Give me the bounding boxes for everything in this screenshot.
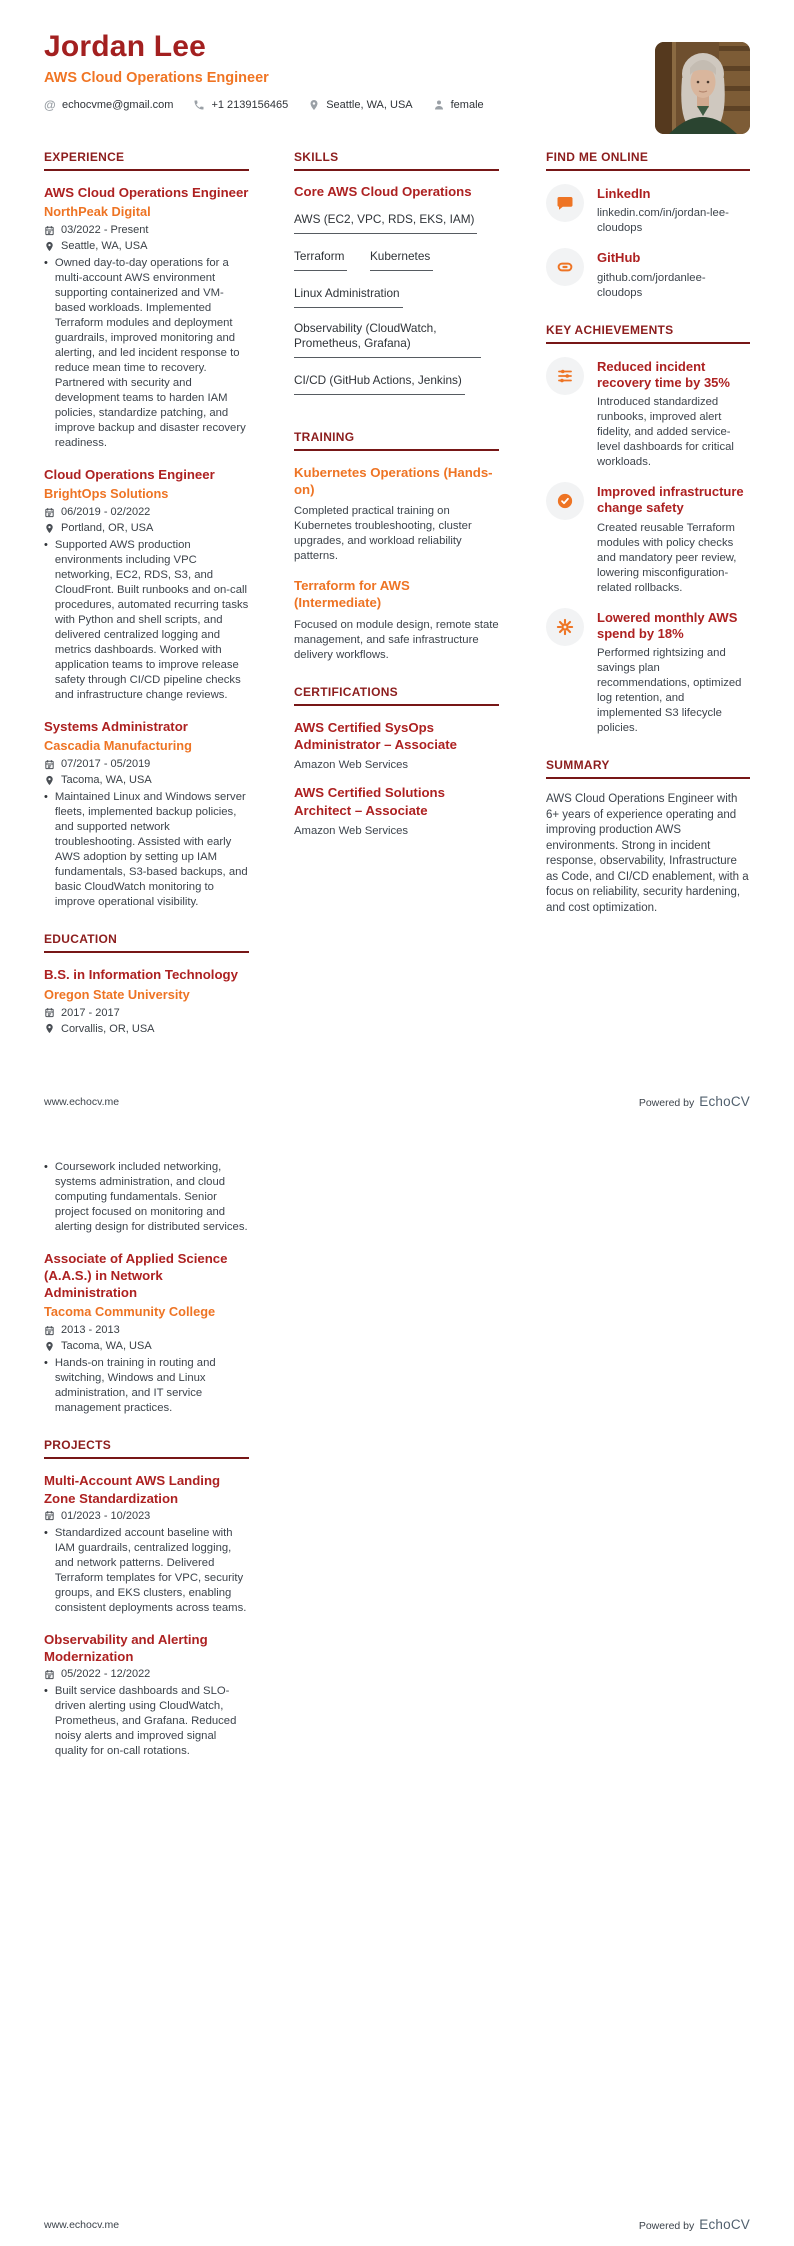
contact-gender xyxy=(433,99,484,111)
resume-page-2 xyxy=(0,1123,794,2246)
bullet-dot: • xyxy=(44,539,48,552)
education-date-value: 2017 - 2017 xyxy=(61,1006,120,1019)
degree-title: Associate of Applied Science (A.A.S.) in Network Administration xyxy=(44,1251,228,1301)
school-name: Oregon State University xyxy=(44,986,190,1002)
contact-phone xyxy=(193,99,288,111)
bullet-dot: • xyxy=(44,1526,48,1539)
certifications-section xyxy=(294,685,499,837)
job-date xyxy=(44,758,249,770)
footer-powered xyxy=(639,1094,750,1109)
training-desc: Completed practical training on Kubernetes troubleshooting, cluster upgrades, and workload reliability patterns. xyxy=(294,505,472,563)
school-name: Tacoma Community College xyxy=(44,1304,216,1320)
gear-icon xyxy=(546,608,584,646)
education-bullet xyxy=(44,1160,249,1235)
social-link-label[interactable]: LinkedIn xyxy=(597,186,651,201)
achievement-body xyxy=(597,608,750,737)
headline-title: AWS Cloud Operations Engineer xyxy=(44,70,269,86)
summary-text: AWS Cloud Operations Engineer with 6+ years of experience operating and improving production AWS environments. Strong in incident response, observability, Infrastructure as Code, and CI/CD enablement, with a focus on reliability, security hardening, and cost optimization. xyxy=(546,793,749,914)
education-location-value: Tacoma, WA, USA xyxy=(61,1340,152,1353)
skills-section xyxy=(294,150,499,408)
achievement-row xyxy=(546,357,750,471)
education-heading: EDUCATION xyxy=(44,932,249,953)
training-desc: Focused on module design, remote state management, and safe infrastructure delivery workflows. xyxy=(294,618,499,661)
right-column xyxy=(546,150,750,938)
bullet-dot: • xyxy=(44,1357,48,1370)
achievement-title: Improved infrastructure change safety xyxy=(597,484,744,516)
job-date-value: 07/2017 - 05/2019 xyxy=(61,758,151,771)
achievement-title: Lowered monthly AWS spend by 18% xyxy=(597,609,738,641)
job-location-value: Seattle, WA, USA xyxy=(61,240,148,253)
footer-site-link[interactable]: www.echocv.me xyxy=(44,2218,120,2231)
project-date xyxy=(44,1510,249,1522)
bullet-dot: • xyxy=(44,791,48,804)
project-title: Multi-Account AWS Landing Zone Standardization xyxy=(44,1473,221,1506)
calendar-icon xyxy=(44,759,55,770)
job-bullet-text: Owned day-to-day operations for a multi-account AWS environment supporting containerized and VM-based workloads. Implemented Terraform modules and deployment guardrails, improved monitoring and alerting, and led incident response to reduce mean time to recovery. Partnered with security and development teams to harden IAM policies, standardize patching, and improve backup and disaster recovery readiness. xyxy=(54,257,246,450)
location-pin-icon xyxy=(44,1341,55,1352)
projects-heading: PROJECTS xyxy=(44,1438,249,1459)
phone-icon xyxy=(193,99,205,111)
job-bullet-text: Supported AWS production environments including VPC networking, EC2, RDS, S3, and CloudFront. Built runbooks and on-call procedures, automated recurring tasks with Python and shell scripts, and delivered centralized logging and metrics dashboards. Worked with application teams to improve release safety through CI/CD pipeline checks and infrastructure change reviews. xyxy=(54,539,249,702)
job-date xyxy=(44,224,249,236)
job-location xyxy=(44,774,249,786)
project-bullet xyxy=(44,1684,249,1759)
education-location xyxy=(44,1340,249,1352)
social-link-url[interactable]: github.com/jordanlee-cloudops xyxy=(597,271,706,299)
key-achievements-heading: KEY ACHIEVEMENTS xyxy=(546,323,750,344)
achievement-row xyxy=(546,608,750,737)
skill-item: Observability (CloudWatch, Prometheus, Grafana) xyxy=(294,321,481,358)
company-name: NorthPeak Digital xyxy=(44,204,151,220)
degree-title: B.S. in Information Technology xyxy=(44,967,238,983)
education-bullet xyxy=(44,1356,249,1416)
project-entry xyxy=(44,1631,249,1759)
sliders-icon xyxy=(546,357,584,395)
job-title: Systems Administrator xyxy=(44,719,188,735)
contact-location xyxy=(308,99,412,111)
training-title: Kubernetes Operations (Hands-on) xyxy=(294,465,493,498)
education-date xyxy=(44,1324,249,1336)
person-icon xyxy=(433,99,445,111)
job-date-value: 03/2022 - Present xyxy=(61,224,149,237)
skill-item: AWS (EC2, VPC, RDS, EKS, IAM) xyxy=(294,212,477,234)
education-bullet-text: Hands-on training in routing and switching, Windows and Linux administration, and IT service management practices. xyxy=(54,1357,216,1415)
job-location xyxy=(44,240,249,252)
project-bullet-text: Standardized account baseline with IAM guardrails, centralized logging, and network patterns. Delivered Terraform templates for VPC, security groups, and EKS clusters, enabling consistent deployments across teams. xyxy=(54,1526,247,1614)
experience-entry xyxy=(44,466,249,703)
job-bullet xyxy=(44,256,249,451)
certification-item xyxy=(294,784,499,837)
find-me-online-heading: FIND ME ONLINE xyxy=(546,150,750,171)
education-section xyxy=(44,932,249,1034)
training-item xyxy=(294,577,499,662)
skill-group-title: Core AWS Cloud Operations xyxy=(294,184,472,199)
profile-photo-image xyxy=(655,42,750,134)
location-value: Seattle, WA, USA xyxy=(326,99,413,111)
footer-powered xyxy=(639,2217,750,2232)
email-icon: @ xyxy=(44,98,56,112)
resume-header xyxy=(44,30,644,111)
social-link-row[interactable] xyxy=(546,184,750,236)
education-bullet-text: Coursework included networking, systems administration, and cloud computing fundamentals. Senior project focused on monitoring and alerting design for distributed services. xyxy=(54,1161,248,1233)
social-link-row[interactable] xyxy=(546,248,750,300)
company-name: Cascadia Manufacturing xyxy=(44,738,192,754)
achievement-title: Reduced incident recovery time by 35% xyxy=(597,358,730,390)
education-entry xyxy=(44,1250,249,1416)
location-pin-icon xyxy=(44,1023,55,1034)
job-date xyxy=(44,506,249,518)
job-bullet xyxy=(44,538,249,703)
job-title: AWS Cloud Operations Engineer xyxy=(44,185,249,200)
middle-column xyxy=(294,150,499,859)
echocv-brand-link[interactable]: EchoCV xyxy=(699,2217,750,2232)
key-achievements-section xyxy=(546,323,750,737)
calendar-icon xyxy=(44,1007,55,1018)
achievement-desc: Introduced standardized runbooks, improved alert fidelity, and added service-level dashboards for critical workloads. xyxy=(597,396,734,468)
social-link-body xyxy=(597,184,750,236)
education-section-continued xyxy=(44,1160,249,1416)
calendar-icon xyxy=(44,225,55,236)
location-pin-icon xyxy=(44,775,55,786)
project-entry xyxy=(44,1472,249,1615)
achievement-row xyxy=(546,482,750,596)
left-column-page-2 xyxy=(44,1160,249,1781)
certification-issuer: Amazon Web Services xyxy=(294,824,409,837)
footer-site-link[interactable]: www.echocv.me xyxy=(44,1095,120,1108)
contact-row xyxy=(44,99,644,111)
bullet-dot: • xyxy=(44,1161,48,1173)
achievement-desc: Performed rightsizing and savings plan recommendations, optimized log retention, and implemented S3 lifecycle policies. xyxy=(597,647,742,734)
achievement-body xyxy=(597,357,750,471)
location-pin-icon xyxy=(44,523,55,534)
certification-title: AWS Certified SysOps Administrator – Associate xyxy=(294,719,457,753)
gender-value: female xyxy=(450,99,484,111)
experience-entry xyxy=(44,184,249,451)
achievement-desc: Created reusable Terraform modules with policy checks and mandatory peer review, lowering misconfiguration-related rollbacks. xyxy=(597,521,737,594)
summary-heading: SUMMARY xyxy=(546,758,750,779)
powered-by-label: Powered by xyxy=(638,1097,695,1109)
skills-list xyxy=(294,210,499,408)
skill-item: CI/CD (GitHub Actions, Jenkins) xyxy=(294,373,465,395)
job-location-value: Portland, OR, USA xyxy=(61,522,154,535)
location-pin-icon xyxy=(308,99,320,111)
project-bullet-text: Built service dashboards and SLO-driven alerting using CloudWatch, Prometheus, and Grafana. Reduced noisy alerts and improved signal quality for on-call rotations. xyxy=(54,1685,237,1758)
training-heading: TRAINING xyxy=(294,430,499,451)
find-me-online-section xyxy=(546,150,750,301)
calendar-icon xyxy=(44,507,55,518)
person-name: Jordan Lee xyxy=(44,30,207,63)
education-location-value: Corvallis, OR, USA xyxy=(61,1022,155,1035)
experience-entry xyxy=(44,718,249,910)
location-pin-icon xyxy=(44,241,55,252)
bullet-dot: • xyxy=(44,1685,48,1698)
education-location xyxy=(44,1023,249,1035)
projects-section xyxy=(44,1438,249,1759)
calendar-icon xyxy=(44,1325,55,1336)
skills-heading: SKILLS xyxy=(294,150,499,171)
job-bullet xyxy=(44,790,249,910)
achievement-body xyxy=(597,482,750,596)
page-footer xyxy=(44,2217,750,2232)
company-name: BrightOps Solutions xyxy=(44,486,169,502)
experience-section xyxy=(44,150,249,910)
calendar-icon xyxy=(44,1510,55,1521)
education-date xyxy=(44,1007,249,1019)
linkedin-icon xyxy=(546,184,584,222)
training-item xyxy=(294,464,499,564)
calendar-icon xyxy=(44,1669,55,1680)
certifications-heading: CERTIFICATIONS xyxy=(294,685,499,706)
job-location xyxy=(44,522,249,534)
check-circle-icon xyxy=(546,482,584,520)
project-bullet xyxy=(44,1526,249,1616)
job-date-value: 06/2019 - 02/2022 xyxy=(61,506,151,519)
phone-value: +1 2139156465 xyxy=(211,99,289,111)
social-link-body xyxy=(597,248,750,300)
certification-issuer: Amazon Web Services xyxy=(294,759,409,772)
project-date xyxy=(44,1668,249,1680)
skill-item: Linux Administration xyxy=(294,286,403,308)
project-date-value: 01/2023 - 10/2023 xyxy=(61,1509,151,1522)
page-footer xyxy=(44,1094,750,1109)
social-link-label[interactable]: GitHub xyxy=(597,250,641,266)
contact-email[interactable] xyxy=(44,99,173,111)
job-bullet-text: Maintained Linux and Windows server fleets, implemented backup policies, and supported network troubleshooting. Assisted with early AWS adoption by setting up IAM fundamentals, S3-based backups, and basic CloudWatch monitoring to improve operational visibility. xyxy=(54,791,248,909)
certification-item xyxy=(294,719,499,772)
github-icon xyxy=(546,248,584,286)
certification-title: AWS Certified Solutions Architect – Associate xyxy=(294,785,445,819)
training-title: Terraform for AWS (Intermediate) xyxy=(294,578,410,611)
project-title: Observability and Alerting Modernization xyxy=(44,1631,208,1664)
job-title: Cloud Operations Engineer xyxy=(44,467,215,483)
social-link-url[interactable]: linkedin.com/in/jordan-lee-cloudops xyxy=(597,207,729,235)
education-entry xyxy=(44,966,249,1034)
bullet-dot: • xyxy=(44,257,48,270)
echocv-brand-link[interactable]: EchoCV xyxy=(699,1094,750,1109)
skill-item: Kubernetes xyxy=(370,249,433,271)
education-date-value: 2013 - 2013 xyxy=(61,1324,120,1337)
skill-item: Terraform xyxy=(294,249,347,271)
education-entry-continued xyxy=(44,1160,249,1235)
summary-section xyxy=(546,758,750,916)
job-location-value: Tacoma, WA, USA xyxy=(61,774,152,787)
email-value[interactable]: echocvme@gmail.com xyxy=(62,99,174,111)
powered-by-label: Powered by xyxy=(638,2220,695,2232)
experience-heading: EXPERIENCE xyxy=(44,150,249,171)
left-column xyxy=(44,150,249,1057)
profile-photo xyxy=(655,42,750,134)
training-section xyxy=(294,430,499,663)
project-date-value: 05/2022 - 12/2022 xyxy=(61,1668,151,1681)
